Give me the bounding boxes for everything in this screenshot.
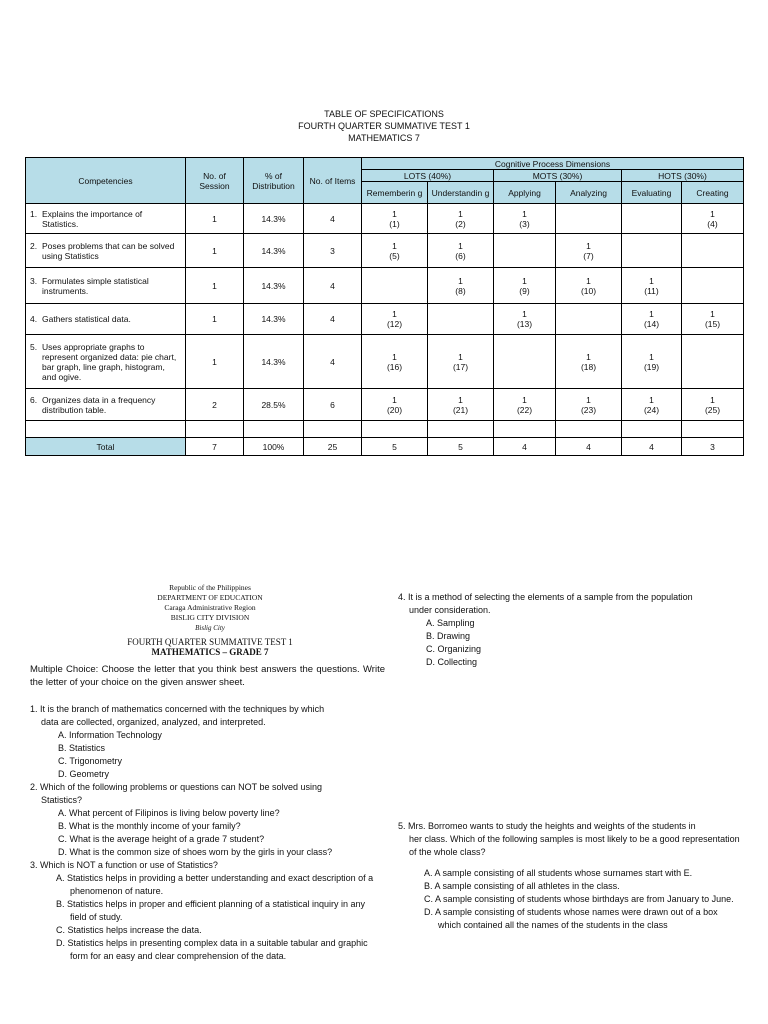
- questions-left-column: [30, 703, 380, 963]
- dimension-cell: [494, 234, 556, 268]
- competency-cell: [26, 335, 186, 389]
- total-label: Total: [26, 438, 186, 456]
- dimension-cell: [622, 389, 682, 421]
- answer-option: B. Statistics helps in proper and efficient planning of a statistical inquiry in any field of study.: [56, 899, 366, 922]
- answer-option: A. What percent of Filipinos is living below poverty line?: [58, 808, 280, 818]
- header-evaluating: Evaluating: [622, 182, 682, 204]
- cell-line: (20): [386, 404, 403, 415]
- dimension-cell: [362, 268, 428, 304]
- cell-line: 1: [649, 309, 654, 319]
- cell-line: (21): [452, 404, 469, 415]
- dimension-cell: [428, 389, 494, 421]
- competency-number: 3.: [30, 275, 38, 286]
- cell-line: (18): [580, 361, 597, 372]
- cell-line: (17): [452, 361, 469, 372]
- dimension-cell: [362, 234, 428, 268]
- cell-line: 1: [392, 208, 397, 219]
- question-stem-cont: her class. Which of the following samples is most likely to be a good representation of the whole class?: [409, 834, 740, 857]
- dimension-cell: [428, 304, 494, 335]
- cell-line: (25): [704, 404, 721, 415]
- header-analyzing: Analyzing: [556, 182, 622, 204]
- dimension-cell: [622, 234, 682, 268]
- question-stem: 2. Which of the following problems or questions can NOT be solved using: [30, 782, 322, 792]
- blank-cell: [494, 421, 556, 438]
- blank-cell: [186, 421, 244, 438]
- distribution-cell: 28.5%: [244, 389, 304, 421]
- letterhead-deped: DEPARTMENT OF EDUCATION: [157, 593, 263, 602]
- cell-line: 1: [392, 240, 397, 251]
- dimension-cell: [428, 268, 494, 304]
- answer-option: A. Information Technology: [58, 730, 162, 740]
- cell-line: 1: [522, 309, 527, 319]
- items-cell: 4: [304, 204, 362, 234]
- total-row: [26, 438, 744, 456]
- distribution-cell: 14.3%: [244, 335, 304, 389]
- header-competencies: Competencies: [26, 158, 186, 204]
- tos-heading: [0, 108, 768, 144]
- dimension-cell: [556, 204, 622, 234]
- sessions-cell: 1: [186, 204, 244, 234]
- total-distribution: 100%: [244, 438, 304, 456]
- cell-line: (2): [455, 218, 466, 229]
- questions-right-column-bottom: [398, 820, 743, 932]
- cell-line: (19): [643, 361, 660, 372]
- dimension-cell: [622, 204, 682, 234]
- cell-line: (6): [455, 250, 466, 261]
- dimension-cell: [494, 335, 556, 389]
- competency-text: Formulates simple statistical instruments.: [42, 275, 149, 296]
- total-dimension-cell: 4: [494, 438, 556, 456]
- competency-number: 1.: [30, 208, 38, 219]
- answer-option: A. Sampling: [426, 618, 475, 628]
- competency-text: Uses appropriate graphs to represent organized data: pie chart, bar graph, line graph, histogram, and ogive.: [42, 341, 177, 382]
- table-row: [26, 268, 744, 304]
- cell-line: 1: [649, 394, 654, 405]
- competency-number: 2.: [30, 240, 38, 251]
- question: [30, 781, 380, 859]
- dimension-cell: [682, 335, 744, 389]
- items-cell: 4: [304, 335, 362, 389]
- instructions: Multiple Choice: Choose the letter that you think best answers the questions. Write the letter of your choice on the given answer sheet.: [30, 664, 385, 688]
- answer-option: D. Geometry: [58, 769, 110, 779]
- tos-subject: MATHEMATICS 7: [348, 133, 420, 143]
- competency-text: Organizes data in a frequency distribution table.: [42, 394, 156, 415]
- cell-line: (1): [389, 218, 400, 229]
- cell-line: (12): [386, 319, 403, 329]
- cell-line: (3): [519, 218, 530, 229]
- sessions-cell: 1: [186, 304, 244, 335]
- cell-line: 1: [649, 275, 654, 286]
- header-lots: LOTS (40%): [362, 170, 494, 182]
- dimension-cell: [362, 389, 428, 421]
- header-dimensions: Cognitive Process Dimensions: [362, 158, 744, 170]
- table-row: [26, 335, 744, 389]
- answer-option: B. A sample consisting of all athletes in the class.: [424, 881, 620, 891]
- items-cell: 6: [304, 389, 362, 421]
- answer-option: C. Statistics helps increase the data.: [56, 925, 202, 935]
- table-row: [26, 304, 744, 335]
- sessions-cell: 1: [186, 268, 244, 304]
- question: [30, 703, 380, 781]
- dimension-cell: [556, 304, 622, 335]
- header-understanding: Understandin g: [428, 182, 494, 204]
- dimension-cell: [682, 304, 744, 335]
- distribution-cell: 14.3%: [244, 304, 304, 335]
- letterhead: [60, 583, 360, 657]
- dimension-cell: [494, 304, 556, 335]
- answer-option: D. A sample consisting of students whose names were drawn out of a box which contained all the names of the students in the class: [424, 907, 718, 930]
- dimension-cell: [428, 204, 494, 234]
- cell-line: 1: [522, 208, 527, 219]
- letterhead-division: BISLIG CITY DIVISION: [170, 613, 250, 622]
- cell-line: 1: [392, 351, 397, 362]
- dimension-cell: [682, 204, 744, 234]
- cell-line: 1: [522, 275, 527, 286]
- dimension-cell: [494, 268, 556, 304]
- test-subject: MATHEMATICS – GRADE 7: [151, 647, 269, 657]
- competency-text: Gathers statistical data.: [42, 314, 131, 324]
- blank-cell: [428, 421, 494, 438]
- dimension-cell: [494, 389, 556, 421]
- question: [398, 820, 743, 932]
- dimension-cell: [682, 234, 744, 268]
- cell-line: 1: [710, 309, 715, 319]
- header-items: No. of Items: [304, 158, 362, 204]
- table-row: [26, 204, 744, 234]
- spacer: [398, 859, 743, 867]
- answer-option: C. Organizing: [426, 644, 482, 654]
- items-cell: 4: [304, 304, 362, 335]
- cell-line: (15): [704, 319, 721, 329]
- total-dimension-cell: 5: [428, 438, 494, 456]
- sessions-cell: 1: [186, 335, 244, 389]
- total-dimension-cell: 5: [362, 438, 428, 456]
- answer-option: B. Drawing: [426, 631, 471, 641]
- dimension-cell: [428, 335, 494, 389]
- answer-option: B. What is the monthly income of your family?: [58, 821, 241, 831]
- header-remembering: Rememberin g: [362, 182, 428, 204]
- answer-option: D. What is the common size of shoes worn by the girls in your class?: [58, 847, 333, 857]
- total-sessions: 7: [186, 438, 244, 456]
- cell-line: 1: [392, 309, 397, 319]
- blank-cell: [244, 421, 304, 438]
- dimension-cell: [682, 268, 744, 304]
- dimension-cell: [556, 268, 622, 304]
- cell-line: 1: [522, 394, 527, 405]
- distribution-cell: 14.3%: [244, 234, 304, 268]
- cell-line: 1: [586, 240, 591, 251]
- answer-option: C. Trigonometry: [58, 756, 123, 766]
- cell-line: 1: [586, 351, 591, 362]
- competency-cell: [26, 389, 186, 421]
- competency-cell: [26, 304, 186, 335]
- cell-line: (5): [389, 250, 400, 261]
- items-cell: 3: [304, 234, 362, 268]
- header-creating: Creating: [682, 182, 744, 204]
- cell-line: 1: [458, 208, 463, 219]
- question: [398, 591, 743, 669]
- answer-option: D. Statistics helps in presenting complex data in a suitable tabular and graphic form for an easy and clear comprehension of the data.: [56, 938, 368, 961]
- question-stem-cont: Statistics?: [41, 795, 83, 805]
- blank-cell: [26, 421, 186, 438]
- blank-cell: [304, 421, 362, 438]
- dimension-cell: [362, 335, 428, 389]
- cell-line: (10): [580, 285, 597, 296]
- cell-line: (24): [643, 404, 660, 415]
- cell-line: 1: [458, 394, 463, 405]
- answer-option: C. A sample consisting of students whose birthdays are from January to June.: [424, 894, 734, 904]
- competency-text: Explains the importance of Statistics.: [42, 208, 143, 229]
- cell-line: 1: [458, 240, 463, 251]
- letterhead-city: Bislig City: [195, 624, 225, 632]
- question-stem-cont: data are collected, organized, analyzed, and interpreted.: [41, 717, 266, 727]
- total-items: 25: [304, 438, 362, 456]
- tos-title: TABLE OF SPECIFICATIONS: [324, 109, 444, 119]
- total-dimension-cell: 4: [556, 438, 622, 456]
- cell-line: 1: [586, 275, 591, 286]
- sessions-cell: 1: [186, 234, 244, 268]
- cell-line: 1: [649, 351, 654, 362]
- dimension-cell: [556, 234, 622, 268]
- answer-option: B. Statistics: [58, 743, 106, 753]
- dimension-cell: [622, 268, 682, 304]
- competency-number: 5.: [30, 341, 38, 352]
- cell-line: 1: [710, 394, 715, 405]
- cell-line: 1: [586, 394, 591, 405]
- competency-cell: [26, 234, 186, 268]
- blank-cell: [556, 421, 622, 438]
- question: [30, 859, 380, 963]
- question-stem: 1. It is the branch of mathematics concerned with the techniques by which: [30, 704, 325, 714]
- competency-number: 6.: [30, 394, 38, 405]
- dimension-cell: [428, 234, 494, 268]
- question-stem: 4. It is a method of selecting the elements of a sample from the population: [398, 592, 693, 602]
- cell-line: 1: [458, 275, 463, 286]
- sessions-cell: 2: [186, 389, 244, 421]
- letterhead-region: Caraga Administrative Region: [164, 603, 256, 612]
- cell-line: 1: [392, 394, 397, 405]
- cell-line: (14): [643, 319, 660, 329]
- blank-cell: [622, 421, 682, 438]
- header-sessions: No. of Session: [186, 158, 244, 204]
- dimension-cell: [556, 335, 622, 389]
- cell-line: (16): [386, 361, 403, 372]
- blank-cell: [362, 421, 428, 438]
- question-stem: 3. Which is NOT a function or use of Statistics?: [30, 860, 218, 870]
- blank-cell: [682, 421, 744, 438]
- total-dimension-cell: 3: [682, 438, 744, 456]
- competency-number: 4.: [30, 314, 38, 324]
- answer-option: D. Collecting: [426, 657, 478, 667]
- answer-option: A. A sample consisting of all students whose surnames start with E.: [424, 868, 693, 878]
- header-mots: MOTS (30%): [494, 170, 622, 182]
- cell-line: (11): [644, 285, 659, 296]
- specifications-table: [25, 157, 744, 456]
- total-dimension-cell: 4: [622, 438, 682, 456]
- answer-option: A. Statistics helps in providing a better understanding and exact description of a phenomenon of nature.: [56, 873, 374, 896]
- header-applying: Applying: [494, 182, 556, 204]
- header-distribution: % of Distribution: [244, 158, 304, 204]
- test-title: FOURTH QUARTER SUMMATIVE TEST 1: [127, 637, 293, 647]
- dimension-cell: [622, 335, 682, 389]
- question-stem: 5. Mrs. Borromeo wants to study the heights and weights of the students in: [398, 821, 696, 831]
- cell-line: (9): [519, 285, 530, 296]
- question-stem-cont: under consideration.: [409, 605, 491, 615]
- cell-line: 1: [710, 208, 715, 219]
- cell-line: (4): [707, 218, 718, 229]
- cell-line: (23): [580, 404, 597, 415]
- dimension-cell: [362, 204, 428, 234]
- header-hots: HOTS (30%): [622, 170, 744, 182]
- table-row: [26, 389, 744, 421]
- cell-line: (22): [516, 404, 533, 415]
- cell-line: 1: [458, 351, 463, 362]
- competency-cell: [26, 204, 186, 234]
- table-row: [26, 234, 744, 268]
- cell-line: (8): [455, 285, 466, 296]
- dimension-cell: [622, 304, 682, 335]
- cell-line: (7): [583, 250, 594, 261]
- competency-text: Poses problems that can be solved using Statistics: [42, 240, 175, 261]
- dimension-cell: [682, 389, 744, 421]
- cell-line: (13): [516, 319, 533, 329]
- items-cell: 4: [304, 268, 362, 304]
- competency-cell: [26, 268, 186, 304]
- letterhead-republic: Republic of the Philippines: [169, 583, 251, 592]
- tos-subtitle: FOURTH QUARTER SUMMATIVE TEST 1: [298, 121, 470, 131]
- dimension-cell: [556, 389, 622, 421]
- answer-option: C. What is the average height of a grade 7 student?: [58, 834, 265, 844]
- questions-right-column-top: [398, 591, 743, 669]
- dimension-cell: [362, 304, 428, 335]
- distribution-cell: 14.3%: [244, 268, 304, 304]
- dimension-cell: [494, 204, 556, 234]
- blank-row: [26, 421, 744, 438]
- distribution-cell: 14.3%: [244, 204, 304, 234]
